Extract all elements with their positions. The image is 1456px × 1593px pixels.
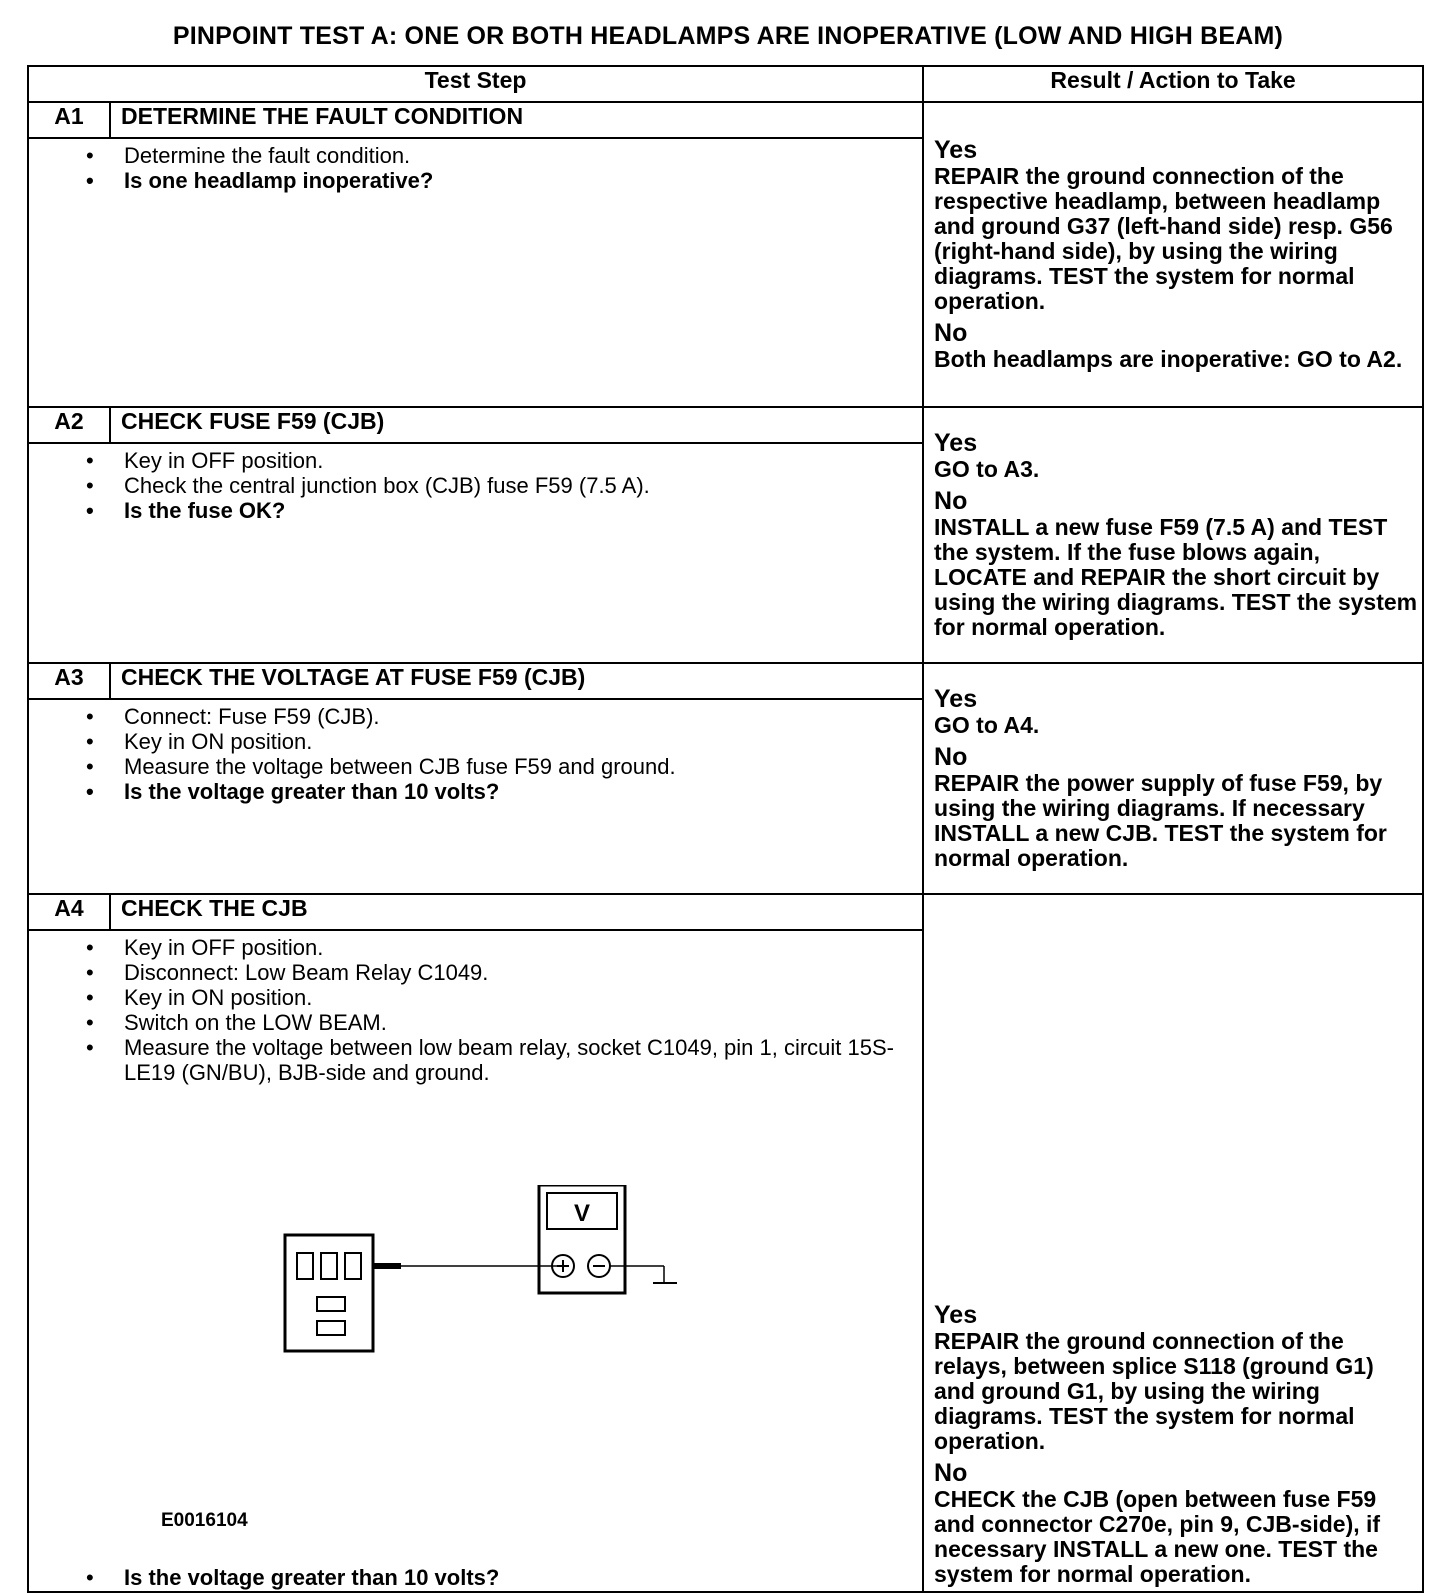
- no-text: Both headlamps are inoperative: GO to A2.: [934, 346, 1403, 372]
- step-item: • Key in OFF position.: [124, 448, 922, 473]
- figure-id: E0016104: [161, 1510, 248, 1531]
- step-question: • Is one headlamp inoperative?: [124, 168, 922, 193]
- meter-label: V: [573, 1200, 591, 1227]
- result-cell: [923, 894, 1423, 1592]
- step-item: • Key in OFF position.: [124, 935, 922, 960]
- result-cell: [923, 407, 1423, 663]
- yes-text: GO to A3.: [934, 456, 1040, 482]
- step-title: CHECK THE CJB: [110, 894, 923, 930]
- no-text: CHECK the CJB (open between fuse F59 and connector C270e, pin 9, CJB-side), if necessary INSTALL a new one. TEST the system for normal operation.: [934, 1486, 1381, 1587]
- step-id: A4: [28, 894, 110, 930]
- step-title: CHECK FUSE F59 (CJB): [110, 407, 923, 443]
- step-ref: A4: [1003, 712, 1033, 738]
- step-item: • Measure the voltage between CJB fuse F59 and ground.: [124, 754, 922, 779]
- header-test-step: Test Step: [28, 66, 923, 102]
- result-cell: [923, 102, 1423, 407]
- step-item: • Disconnect: Low Beam Relay C1049.: [124, 960, 922, 985]
- result-cell: [923, 663, 1423, 894]
- step-item: • Key in ON position.: [124, 729, 922, 754]
- step-title: CHECK THE VOLTAGE AT FUSE F59 (CJB): [110, 663, 923, 699]
- step-id: A3: [28, 663, 110, 699]
- step-item: • Determine the fault condition.: [124, 143, 922, 168]
- wiring-figure: [29, 1085, 922, 1555]
- step-id: A1: [28, 102, 110, 138]
- step-item: • Measure the voltage between low beam relay, socket C1049, pin 1, circuit 15S-LE19 (GN/BU), BJB-side and ground.: [124, 1035, 922, 1085]
- step-item: • Connect: Fuse F59 (CJB).: [124, 704, 922, 729]
- yes-text: REPAIR the ground connection of the relays, between splice S118 (ground G1) and ground G1, by using the wiring diagrams. TEST the system for normal operation.: [934, 1328, 1374, 1454]
- step-body: [28, 443, 923, 663]
- pinpoint-test-table: [27, 65, 1424, 1593]
- step-ref: A2: [1366, 346, 1396, 372]
- step-question: • Is the voltage greater than 10 volts?: [124, 779, 922, 804]
- no-text: INSTALL a new fuse F59 (7.5 A) and TEST the system. If the fuse blows again, LOCATE and REPAIR the short circuit by using the wiring diagrams. TEST the system for normal operation.: [934, 514, 1418, 640]
- yes-label: Yes: [934, 1301, 978, 1329]
- voltmeter-relay-diagram: [279, 1185, 719, 1365]
- page-title: PINPOINT TEST A: ONE OR BOTH HEADLAMPS ARE INOPERATIVE (LOW AND HIGH BEAM): [172, 22, 1284, 50]
- step-title: DETERMINE THE FAULT CONDITION: [110, 102, 923, 138]
- step-body: [28, 138, 923, 407]
- step-item: • Key in ON position.: [124, 985, 922, 1010]
- step-item: • Switch on the LOW BEAM.: [124, 1010, 922, 1035]
- yes-label: Yes: [934, 685, 978, 713]
- yes-label: Yes: [934, 136, 978, 164]
- yes-text: GO to A4.: [934, 712, 1040, 738]
- no-label: No: [934, 487, 968, 515]
- step-body: [28, 930, 923, 1592]
- yes-text: REPAIR the ground connection of the respective headlamp, between headlamp and ground G37 (left-hand side) resp. G56 (right-hand side), by using the wiring diagrams. TEST the system for normal operation.: [934, 163, 1393, 314]
- step-ref: A3: [1003, 456, 1033, 482]
- no-label: No: [934, 743, 968, 771]
- no-text: REPAIR the power supply of fuse F59, by using the wiring diagrams. If necessary INSTALL a new CJB. TEST the system for normal operation.: [934, 770, 1387, 871]
- no-label: No: [934, 1459, 968, 1487]
- step-question: • Is the fuse OK?: [124, 498, 922, 523]
- step-body: [28, 699, 923, 894]
- header-result: Result / Action to Take: [923, 66, 1423, 102]
- step-question: • Is the voltage greater than 10 volts?: [29, 1565, 922, 1591]
- yes-label: Yes: [934, 429, 978, 457]
- step-item: • Check the central junction box (CJB) fuse F59 (7.5 A).: [124, 473, 922, 498]
- step-id: A2: [28, 407, 110, 443]
- no-label: No: [934, 319, 968, 347]
